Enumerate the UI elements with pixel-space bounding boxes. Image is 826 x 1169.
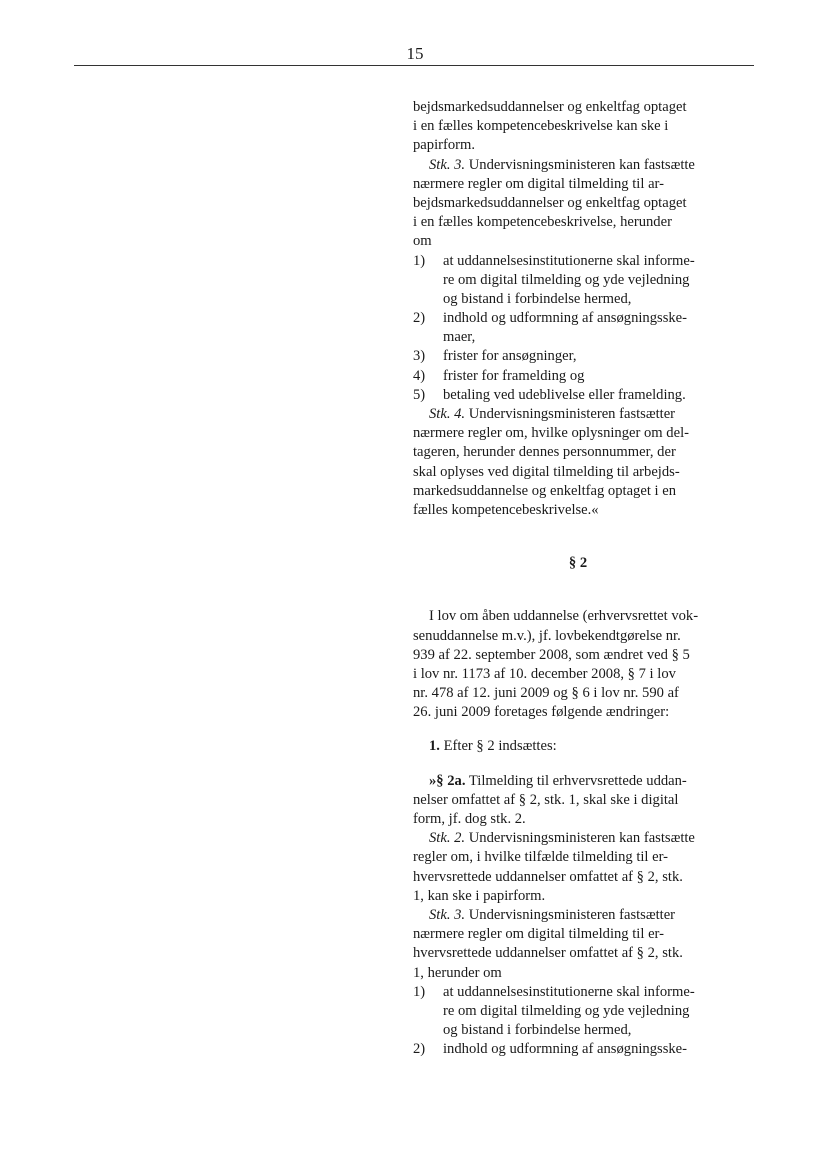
section-heading: § 2 (568, 555, 588, 572)
text-line: fælles kompetencebeskrivelse.« (413, 501, 599, 518)
text-column (413, 98, 743, 1059)
text-line: hvervsrettede uddannelser omfattet af § 2, stk. (413, 945, 683, 962)
text-line: i en fælles kompetencebeskrivelse, herunder (413, 214, 672, 231)
paragraph-label: »§ 2a. (429, 772, 466, 789)
list-item: 3) frister for ansøgninger, (413, 348, 577, 365)
list-item-continuation: maer, (443, 329, 476, 346)
stk-label: Stk. 3. (429, 156, 466, 173)
text-line: bejdsmarkedsuddannelser og enkeltfag optaget (413, 194, 687, 211)
stk-label: Stk. 4. (429, 406, 466, 422)
intro-line: i lov nr. 1173 af 10. december 2008, § 7 i lov (413, 665, 676, 682)
text-line: hvervsrettede uddannelser omfattet af § 2, stk. (413, 868, 683, 885)
text-line: markedsuddannelse og enkeltfag optaget i en (413, 482, 677, 499)
list-item: 5) betaling ved udeblivelse eller framelding. (413, 386, 686, 403)
list-item-continuation: re om digital tilmelding og yde vejledning (443, 1002, 690, 1019)
text-line: 1, herunder om (413, 964, 502, 981)
list-item-continuation: re om digital tilmelding og yde vejledning (443, 271, 690, 288)
intro-line: 939 af 22. september 2008, som ændret ved § 5 (413, 646, 690, 663)
text-line: papirform. (413, 137, 476, 154)
intro-line: I lov om åben uddannelse (erhvervsrettet vok- (429, 608, 699, 625)
text-line: nærmere regler om, hvilke oplysninger om del- (413, 425, 689, 442)
text-line: form, jf. dog stk. 2. (413, 811, 526, 827)
text-line: skal oplyses ved digital tilmelding til arbejds- (413, 463, 680, 480)
text-line: bejdsmarkedsuddannelser og enkeltfag optaget (413, 99, 687, 115)
paragraph-2a-start: »§ 2a. Tilmelding til erhvervsrettede uddan- (429, 772, 687, 789)
text-line: regler om, i hvilke tilfælde tilmelding til er- (413, 849, 669, 866)
text-line: om (413, 233, 432, 250)
intro-line: senuddannelse m.v.), jf. lovbekendtgørelse nr. (413, 627, 681, 644)
text-line: tageren, herunder dennes personnummer, der (413, 444, 676, 461)
amendment-item: 1. Efter § 2 indsættes: (429, 738, 557, 755)
stk2-paragraph-start: Stk. 2. Undervisningsministeren kan fastsætte (429, 830, 695, 847)
stk-label: Stk. 3. (429, 906, 466, 923)
stk3-paragraph-start: Stk. 3. Undervisningsministeren kan fastsætte (429, 156, 695, 173)
text-line: nærmere regler om digital tilmelding til ar- (413, 175, 664, 192)
stk4-paragraph-start: Stk. 4. Undervisningsministeren fastsætter (429, 406, 676, 422)
text-line: nelser omfattet af § 2, stk. 1, skal ske i digital (413, 791, 679, 808)
list-item-continuation: og bistand i forbindelse hermed, (443, 1022, 632, 1039)
page-number: 15 (406, 44, 424, 63)
intro-line: nr. 478 af 12. juni 2009 og § 6 i lov nr. 590 af (413, 685, 679, 702)
stk3-paragraph-start: Stk. 3. Undervisningsministeren fastsætter (429, 906, 676, 923)
text-line: i en fælles kompetencebeskrivelse kan ske i (413, 118, 669, 135)
text-line: 1, kan ske i papirform. (413, 887, 546, 904)
text-line: nærmere regler om digital tilmelding til er- (413, 926, 664, 943)
stk-label: Stk. 2. (429, 830, 466, 847)
amendment-number: 1. (429, 738, 440, 755)
list-item-continuation: og bistand i forbindelse hermed, (443, 290, 632, 307)
list-item: 2) indhold og udformning af ansøgningsske- (413, 1041, 688, 1058)
intro-line: 26. juni 2009 foretages følgende ændringer: (413, 704, 670, 721)
list-item: 2) indhold og udformning af ansøgningsske- (413, 310, 688, 327)
header-rule (74, 65, 754, 66)
list-item: 4) frister for framelding og (413, 367, 585, 384)
list-item: 1) at uddannelsesinstitutionerne skal informe- (413, 252, 695, 269)
list-item: 1) at uddannelsesinstitutionerne skal informe- (413, 983, 695, 1000)
